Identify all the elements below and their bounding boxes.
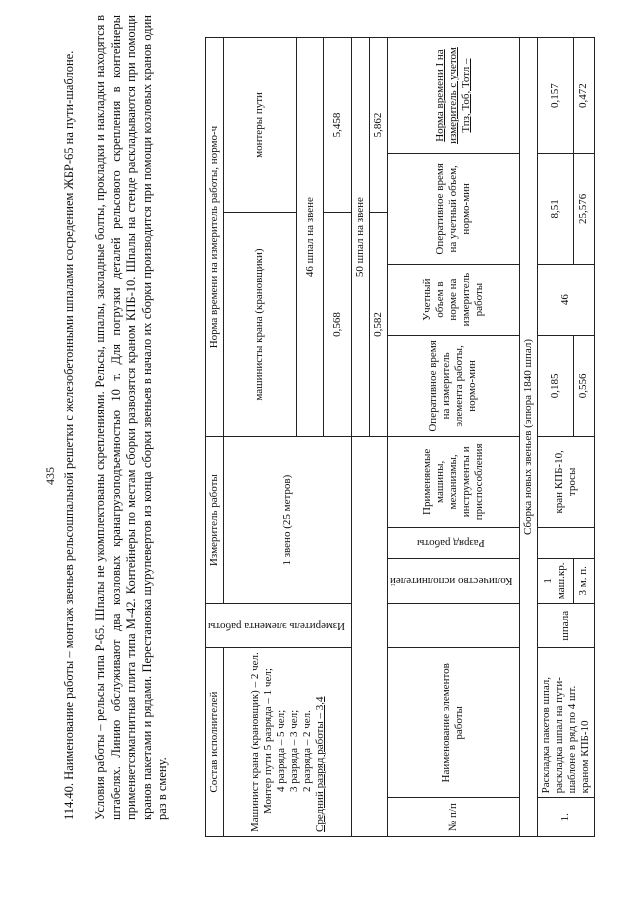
monters-header: монтеры пути: [224, 38, 297, 213]
row-no: 1.: [537, 798, 594, 837]
empty-cell: [388, 604, 520, 648]
col-meter-element: Измеритель элемента работы: [206, 604, 352, 648]
measurer-value: 1 звено (25 метров): [224, 437, 352, 604]
conditions-paragraph: Условия работы – рельсы типа Р-65. Шпалы не укомплектованы скреплениями. Рельсы, шпалы, закладные болты, прокладки и накладки находятся в штабелях. Линию обслуживают два козловых кранагрузоподъемностью 10 т. Для погрузки деталей рельсового скрепления в контейнеры применяетсямагнитная плита типа М-42. Контейнеры по местам сборки развозятся краном КПБ-10. Шпалы на стенде раскладываются при помощи кранов пакетами и рядами. Перестановка шурупевертов из конца сборки звеньев в начало их сборки производится при помощи козловых кранов один раз в смену.: [93, 15, 169, 820]
row-machines: кран КПБ-10, тросы: [537, 437, 594, 527]
crew-line: 2 разряда – 2 чел.: [300, 710, 313, 792]
row-count-a: 1 маш.кр.: [537, 558, 573, 604]
col-grade-header: Разряд работы: [388, 527, 520, 558]
row-meter: шпала: [537, 604, 594, 648]
crew-line: Средний разряд работы – 3,4: [313, 696, 326, 832]
crew-list: [224, 648, 352, 837]
v-drivers-50: 0,582: [370, 212, 388, 436]
col-machines-header: Применяемые машины, механизмы, инструменты и приспособления: [388, 437, 520, 527]
col-name-header: Наименование элементов работы: [388, 648, 520, 798]
row-op-a: 0,185: [537, 335, 573, 436]
col-op-volume-header: Оперативное время на учетный объем, нормо-мин: [388, 154, 520, 264]
col-no-header: № п/п: [388, 798, 520, 837]
v-monters-50: 5,862: [370, 38, 388, 213]
title-paragraph: 114.40. Наименование работы – монтаж звеньев рельсошпальной решетки с железобетонными шпалами сосредением ЖБР-65 на пути-шаблоне.: [62, 50, 76, 820]
col-norm-header: Норма времени I на измеритель с учетом Тпз, Тоб, Тотл –: [388, 38, 520, 154]
crew-line: 4 разряда – 5 чел;: [274, 709, 287, 792]
section-title: Сборка новых звеньев (эпюра 1840 шпал): [519, 38, 537, 837]
crew-line: Монтер пути 5 разряда – 1 чел;: [261, 668, 274, 814]
row-count-b: 3 м. п.: [573, 558, 594, 604]
col-op-element-header: Оперативное время на измеритель элемента работы, нормо-мин: [388, 335, 520, 436]
row-volume: 46: [537, 264, 594, 335]
row-op-vol-b: 25,576: [573, 154, 594, 264]
row-name: Раскладка пакетов шпал, раскладка шпал на пути-шаблоне в ряд по 4 шт. краном КПБ-10: [537, 648, 594, 798]
row50-label: 50 шпал на звене: [352, 38, 370, 437]
row-grade-empty: [537, 527, 594, 558]
col-count-header: Количество исполнителей: [388, 558, 520, 604]
row46-label: 46 шпал на звене: [296, 38, 324, 437]
col-volume-header: Учетный объем в норме на измеритель работы: [388, 264, 520, 335]
crew-line: 3 разряда – 3 чел;: [287, 709, 300, 792]
v-drivers-46: 0,568: [324, 212, 352, 436]
page-number: 435: [43, 467, 57, 485]
row-op-vol-a: 8,51: [537, 154, 573, 264]
norms-table: [205, 37, 595, 837]
crew-line: Машинист крана (крановщик) – 2 чел.: [248, 652, 261, 832]
crew-header: Состав исполнителей: [206, 648, 224, 837]
measurer-header: Измеритель работы: [206, 437, 224, 604]
row-norm-b: 0,472: [573, 38, 594, 154]
drivers-header: машинисты крана (крановщики): [224, 212, 297, 436]
norm-header: Норма времени на измеритель работы, нормо-ч: [206, 38, 224, 437]
row-op-b: 0,556: [573, 335, 594, 436]
row-norm-a: 0,157: [537, 38, 573, 154]
v-monters-46: 5,458: [324, 38, 352, 213]
